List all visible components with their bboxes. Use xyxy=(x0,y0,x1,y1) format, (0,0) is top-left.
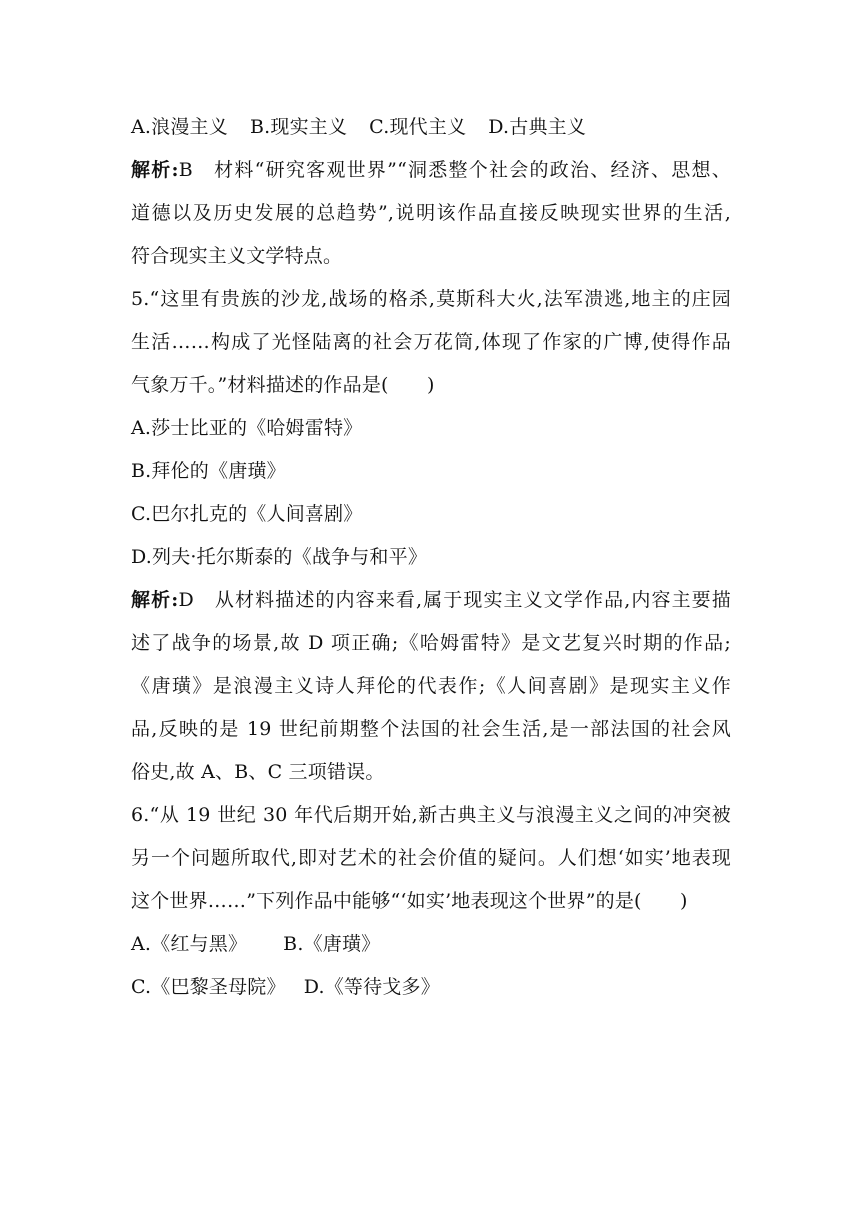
q6-options-row-1 xyxy=(131,923,731,966)
q5-stem-line-1: 5.“这里有贵族的沙龙,战场的格杀,莫斯科大火,法军溃逃,地主的庄园 xyxy=(131,288,731,310)
q5-analysis-text-1: D 从材料描述的内容来看,属于现实主义文学作品,内容主要描 xyxy=(178,589,731,611)
q5-analysis-line-1 xyxy=(131,579,731,622)
q5-option-b: B.拜伦的《唐璜》 xyxy=(131,460,286,482)
q4-options-row xyxy=(131,106,731,149)
q6-stem-line-3: 这个世界……”下列作品中能够“‘如实’地表现这个世界”的是( ) xyxy=(131,890,688,912)
q5-analysis-line-2: 述了战争的场景,故 D 项正确;《哈姆雷特》是文艺复兴时期的作品; xyxy=(131,632,731,654)
q6-option-a: A.《红与黑》 xyxy=(131,933,248,955)
q4-analysis-line-1 xyxy=(131,149,731,192)
q6-option-d: D.《等待戈多》 xyxy=(303,976,440,998)
q5-analysis-line-4: 品,反映的是 19 世纪前期整个法国的社会生活,是一部法国的社会风 xyxy=(131,718,731,740)
q6-option-b: B.《唐璜》 xyxy=(283,933,381,955)
q6-stem-line-1: 6.“从 19 世纪 30 年代后期开始,新古典主义与浪漫主义之间的冲突被 xyxy=(131,804,731,826)
q5-analysis-line-3: 《唐璜》是浪漫主义诗人拜伦的代表作;《人间喜剧》是现实主义作 xyxy=(131,675,731,697)
q6-stem-line-2: 另一个问题所取代,即对艺术的社会价值的疑问。人们想‘如实’地表现 xyxy=(131,847,731,869)
q6-option-c: C.《巴黎圣母院》 xyxy=(131,976,286,998)
q4-analysis-line-3: 符合现实主义文学特点。 xyxy=(131,245,343,267)
q5-option-d: D.列夫·托尔斯泰的《战争与和平》 xyxy=(131,546,428,568)
q4-analysis-text-1: B 材料“研究客观世界”“洞悉整个社会的政治、经济、思想、 xyxy=(178,159,731,181)
q5-analysis-label: 解析: xyxy=(131,589,179,611)
q5-stem-line-3: 气象万千。”材料描述的作品是( ) xyxy=(131,374,435,396)
q4-analysis-label: 解析: xyxy=(131,159,179,181)
q5-stem-line-2: 生活……构成了光怪陆离的社会万花筒,体现了作家的广博,使得作品 xyxy=(131,331,731,353)
q5-option-c: C.巴尔扎克的《人间喜剧》 xyxy=(131,503,363,525)
q4-option-c: C.现代主义 xyxy=(369,116,467,138)
document-page xyxy=(131,106,731,1009)
q4-option-a: A.浪漫主义 xyxy=(131,116,228,138)
q4-option-d: D.古典主义 xyxy=(488,116,587,138)
q5-analysis-line-5: 俗史,故 A、B、C 三项错误。 xyxy=(131,761,385,783)
q5-option-a: A.莎士比亚的《哈姆雷特》 xyxy=(131,417,363,439)
q4-option-b: B.现实主义 xyxy=(249,116,348,138)
q6-options-row-2 xyxy=(131,966,731,1009)
q4-analysis-line-2: 道德以及历史发展的总趋势”,说明该作品直接反映现实世界的生活, xyxy=(131,202,731,224)
